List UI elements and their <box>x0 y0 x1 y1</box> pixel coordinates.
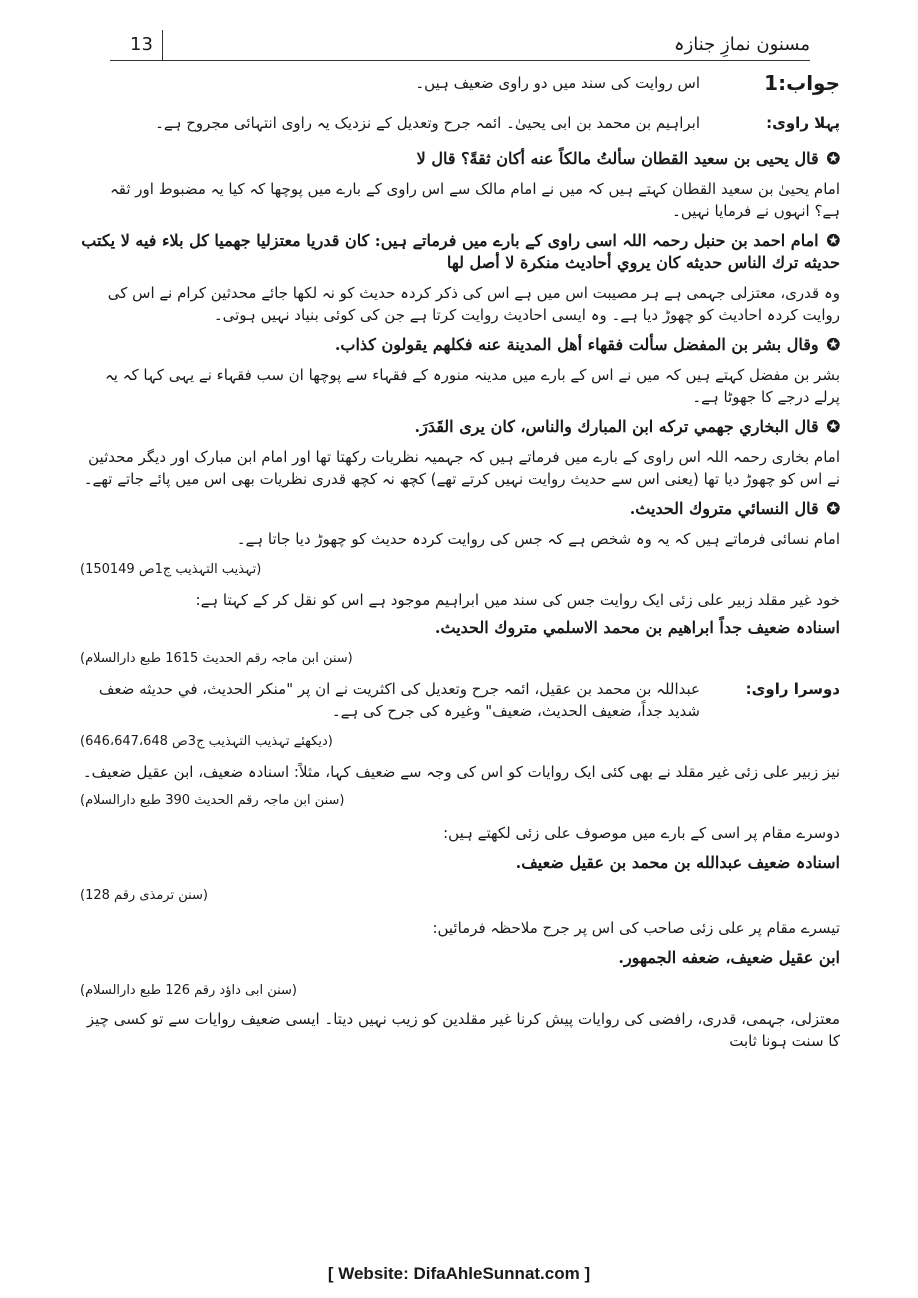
reference-1: (تہذیب التہذیب ج1ص 150149) <box>80 562 262 577</box>
star-icon: ✪ <box>826 335 840 354</box>
quote-2 <box>80 230 840 274</box>
first-narrator-text: ابراہیم بن محمد بن ابی یحییٰ۔ ائمہ جرح وتعدیل کے نزدیک یہ راوی انتہائی مجروح ہے۔ <box>155 114 700 132</box>
page-number: 13 <box>130 34 153 55</box>
page-content <box>80 72 840 1052</box>
book-title: مسنون نمازِ جنازہ <box>674 34 810 55</box>
star-icon: ✪ <box>826 231 840 250</box>
quote-5 <box>80 498 840 520</box>
second-narrator-label: دوسرا راوی: <box>745 680 840 698</box>
first-narrator-row <box>80 112 840 142</box>
first-narrator-label: پہلا راوی: <box>766 114 840 132</box>
zubair-quote: اسنادہ ضعیف جداً ابراهيم بن محمد الاسلمي متروك الحديث. <box>434 618 840 637</box>
page-header <box>110 30 810 62</box>
third-place-quote: ابن عقيل ضعيف، ضعفه الجمهور. <box>618 948 840 967</box>
translation-4: امام بخاری رحمہ اللہ اس راوی کے بارے میں فرماتے ہیں کہ جہمیہ نظریات رکھتا تھا اور امام ابن مبارک اور دیگر محدثین نے اس کو چھوڑ دیا تھا (یعنی اس سے حدیث روایت نہیں کرتے تھے) کچھ نہ کچھ قدری نظریات بھی اس میں پائے جاتے تھے۔ <box>83 448 840 488</box>
answer-text: اس روایت کی سند میں دو راوی ضعیف ہیں۔ <box>415 74 700 92</box>
closing-paragraph: معتزلی، جہمی، قدری، رافضی کی روایات پیش کرنا غیر مقلدین کو زیب نہیں دیتا۔ ایسی ضعیف روایات سے تو کسی چیز کا سنت ہونا ثابت <box>86 1010 840 1050</box>
ibn-aqil-paragraph: نیز زبیر علی زئی غیر مقلد نے بھی کئی ایک روایات کو اس کی وجہ سے ضعیف کہا، مثلاً: اسنادہ ضعیف، ابن عقیل ضعیف۔ <box>82 763 840 781</box>
translation-3: بشر بن مفضل کہتے ہیں کہ میں نے اس کے بارے میں مدینہ منورہ کے فقہاء سے پوچھا ان سب فقہاء نے یہی کہا کہ یہ پرلے درجے کا جھوٹا ہے۔ <box>105 366 840 406</box>
answer-row <box>80 72 840 102</box>
quote-1-text: قال يحيى بن سعيد القطان سألتُ مالكاً عنه أكان ثقةً؟ قال لا <box>416 149 819 168</box>
star-icon: ✪ <box>826 149 840 168</box>
star-icon: ✪ <box>826 499 840 518</box>
translation-5: امام نسائی فرماتے ہیں کہ یہ وہ شخص ہے کہ جس کی روایت کردہ حدیث کو چھوڑ دیا جاتا ہے۔ <box>236 530 840 548</box>
second-place-quote: اسنادہ ضعیف عبدالله بن محمد بن عقيل ضعيف. <box>515 853 840 872</box>
reference-4: (سنن ابن ماجہ رقم الحدیث 390 طبع دارالسلام) <box>80 793 345 808</box>
answer-label: جواب:1 <box>764 71 840 95</box>
reference-6: (سنن ابی داؤد رقم 126 طبع دارالسلام) <box>80 983 298 998</box>
third-place-paragraph: تیسرے مقام پر علی زئی صاحب کی اس پر جرح ملاحظہ فرمائیں: <box>432 919 840 937</box>
header-separator <box>162 30 163 60</box>
quote-4-text: قال البخاري جهمي تركه ابن المبارك والناس، كان يرى القَدَرَ. <box>414 417 819 436</box>
translation-1: امام یحییٰ بن سعید القطان کہتے ہیں کہ میں نے امام مالک سے اس راوی کے بارے میں پوچھا کہ کیا یہ مضبوط اور ثقہ ہے؟ انہوں نے فرمایا نہیں۔ <box>109 180 840 220</box>
quote-3-text: وقال بشر بن المفضل سألت فقهاء أهل المدينة عنه فكلهم يقولون كذاب. <box>334 335 819 354</box>
second-narrator-text: عبداللہ بن محمد بن عقیل، ائمہ جرح وتعدیل کی اکثریت نے ان پر "منکر الحدیث، في حديثه ضعف شديد جداً، ضعيف الحديث، ضعيف" وغیرہ کی جرح کی ہے۔ <box>98 680 700 720</box>
second-narrator-row <box>80 678 840 722</box>
second-place-paragraph: دوسرے مقام پر اسی کے بارے میں موصوف علی زئی لکھتے ہیں: <box>443 824 840 842</box>
star-icon: ✪ <box>826 417 840 436</box>
quote-2-text: امام احمد بن حنبل رحمہ اللہ اسی راوی کے بارے میں فرماتے ہیں: كان قدريا معتزليا جهميا كل بلاء فيه لا يكتب حديثه ترك الناس حديثه كان يروي أحاديث منكرة لا أصل لها <box>81 231 840 272</box>
header-rule <box>110 60 810 61</box>
website-footer: [ Website: DifaAhleSunnat.com ] <box>327 1264 591 1283</box>
reference-5: (سنن ترمذی رقم 128) <box>80 888 208 903</box>
zubair-paragraph: خود غیر مقلد زبیر علی زئی ایک روایت جس کی سند میں ابراہیم موجود ہے اس کو نقل کر کے کہتا ہے: <box>195 591 840 609</box>
translation-2: وہ قدری، معتزلی جہمی ہے ہر مصیبت اس میں ہے اس کی ذکر کردہ حدیث کو نہ لکھا جائے محدثین کرام نے اس کی روایت کردہ احادیث کو چھوڑ دیا ہے۔ وہ ایسی احادیث روایت کرتا ہے جن کی کوئی بنیاد نہیں ہوتی۔ <box>107 284 840 324</box>
quote-1 <box>80 148 840 170</box>
quote-3 <box>80 334 840 356</box>
reference-3: (دیکھئے تہذیب التہذیب ج3ص 646،647،648) <box>80 734 333 749</box>
reference-2: (سنن ابن ماجہ رقم الحدیث 1615 طبع دارالسلام) <box>80 651 353 666</box>
quote-4 <box>80 416 840 438</box>
quote-5-text: قال النسائي متروك الحديث. <box>629 499 819 518</box>
